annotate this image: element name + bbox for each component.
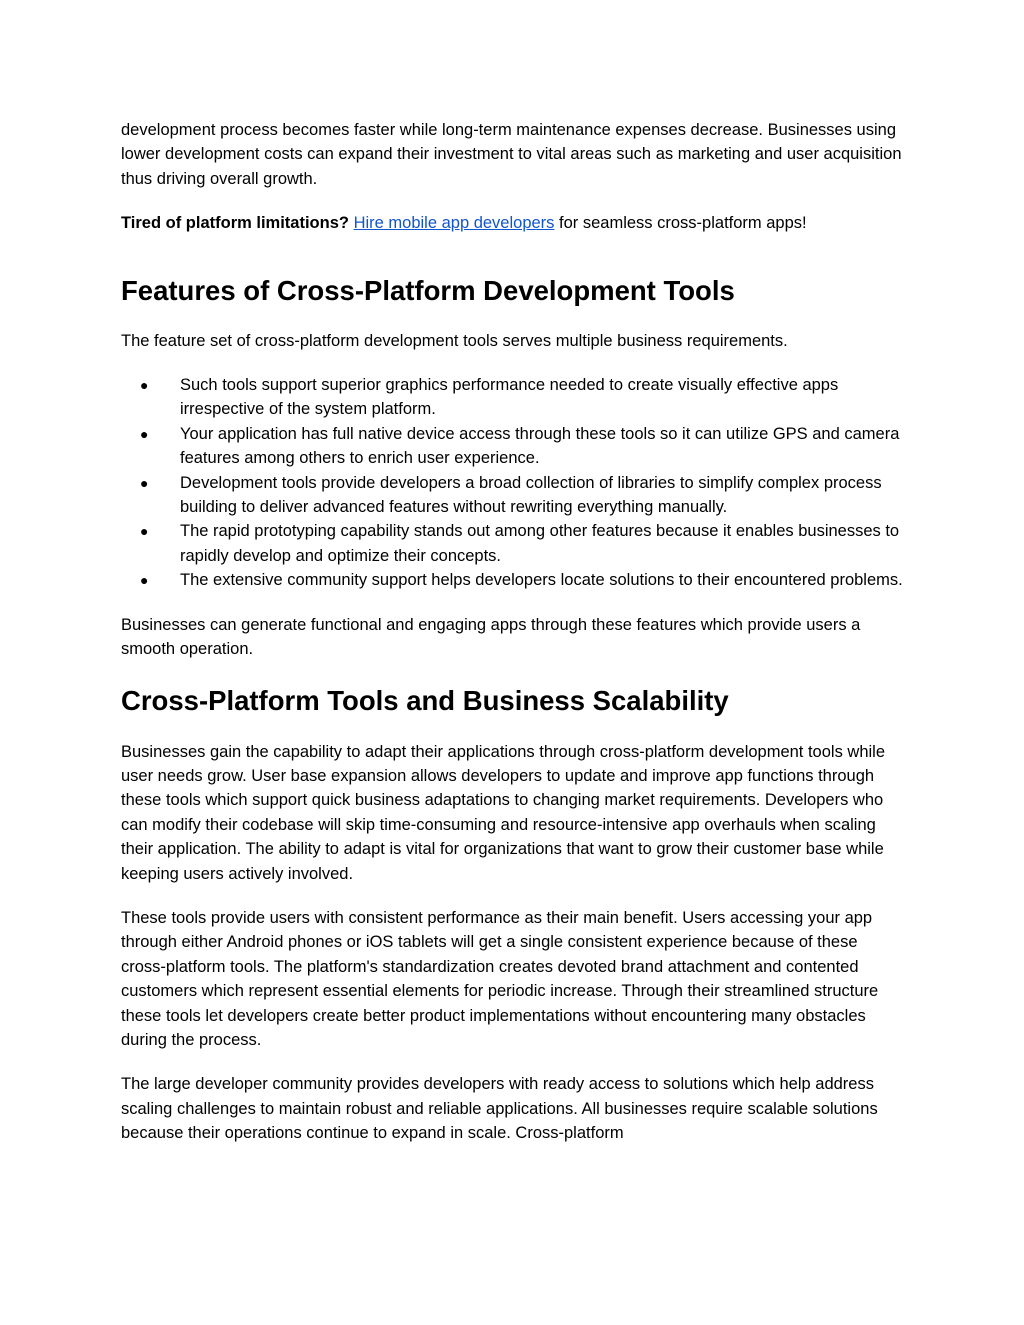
list-item [121,471,906,520]
features-heading: Features of Cross-Platform Development Tools [121,274,735,306]
scalability-paragraph-2: These tools provide users with consistent performance as their main benefit. Users accessing your app through either Android phones or iOS tablets will get a single consistent experience because of these cross-platform tools. The platform's standardization creates devoted brand attachment and contented customers which represent essential elements for periodic increase. Through their streamlined structure these tools let developers create better product implementations without encountering many obstacles during the process. [121,908,879,1049]
features-intro: The feature set of cross-platform development tools serves multiple business requirements. [121,331,788,350]
list-item-text: The extensive community support helps developers locate solutions to their encountered problems. [180,571,903,590]
list-item [121,422,906,471]
bullet-icon: ● [140,572,149,589]
bullet-icon: ● [140,474,149,491]
list-item [121,519,906,568]
scalability-paragraph-1: Businesses gain the capability to adapt their applications through cross-platform development tools while user needs grow. User base expansion allows developers to update and improve app functions through these tools which support quick business adaptations to changing market requirements. Developers who can modify their codebase will skip time-consuming and resource-intensive app overhauls when scaling their application. The ability to adapt is vital for organizations that want to grow their customer base while keeping users actively involved. [121,742,886,883]
features-list [121,373,906,593]
bullet-icon: ● [140,425,149,442]
hire-developers-link[interactable]: Hire mobile app developers [353,214,555,233]
features-summary: Businesses can generate functional and engaging apps through these features which provide users a smooth operation. [121,615,861,659]
intro-paragraph: development process becomes faster while long-term maintenance expenses decrease. Businesses using lower development costs can expand their investment to vital areas such as marketing and user acquisition thus driving overall growth. [121,121,902,188]
bullet-icon: ● [140,523,149,540]
scalability-heading: Cross-Platform Tools and Business Scalability [121,684,729,716]
list-item-text: Your application has full native device access through these tools so it can utilize GPS and camera features among others to enrich user experience. [180,424,900,468]
list-item-text: Development tools provide developers a broad collection of libraries to simplify complex process building to deliver advanced features without rewriting everything manually. [180,473,882,517]
list-item-text: The rapid prototyping capability stands out among other features because it enables businesses to rapidly develop and optimize their concepts. [180,522,900,565]
list-item [121,568,906,592]
cta-paragraph [121,211,906,235]
bullet-icon: ● [140,377,149,394]
scalability-paragraph-3: The large developer community provides developers with ready access to solutions which help address scaling challenges to maintain robust and reliable applications. All businesses require scalable solutions because their operations continue to expand in scale. Cross-platform [121,1075,878,1143]
list-item [121,373,906,422]
document-page [121,118,906,1146]
cta-rest-text: for seamless cross-platform apps! [554,214,807,233]
list-item-text: Such tools support superior graphics performance needed to create visually effective apps irrespective of the system platform. [180,376,839,419]
cta-bold-text: Tired of platform limitations? [121,214,349,233]
